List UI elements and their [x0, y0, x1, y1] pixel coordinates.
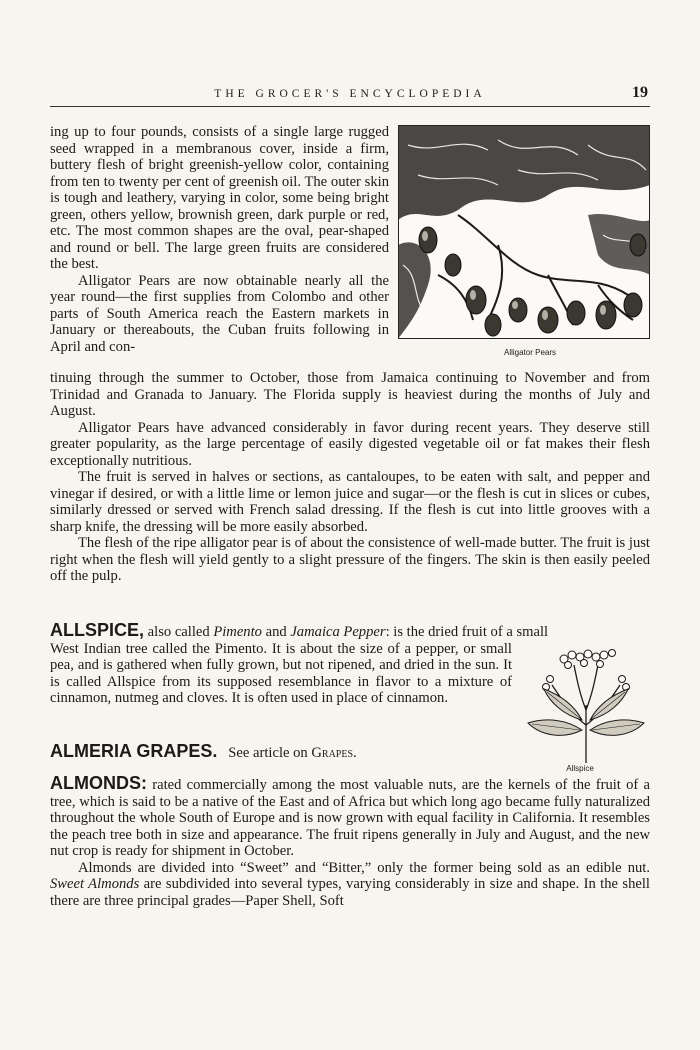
alligator-pear-section-continued: [50, 370, 650, 585]
almonds-paragraph-2-a: Almonds are divided into “Sweet” and “Bitter,” only the former being sold as an edible nut.: [78, 859, 650, 876]
allspice-also-called: also called: [144, 624, 214, 640]
almonds-paragraph-2-b: are subdivided into several types, varying considerably in size and shape. In the shell there are three principal grades—Paper Shell, Soft: [50, 876, 650, 909]
alligator-paragraph-4: The fruit is served in halves or sections, as cantaloupes, to be eaten with salt, and pepper and vinegar if desired, or with a little lime or lemon juice and sugar—or the flesh is cut in slices or cubes, similarly dressed or served with French salad dressing. If the flesh is cut into little grooves with a sharp knife, the dressing will be more easily absorbed.: [50, 469, 650, 535]
allspice-drawing: [522, 645, 650, 765]
alligator-paragraph-1: ing up to four pounds, consists of a single large rugged seed wrapped in a membranous cover, inside a firm, buttery flesh of bright greenish-yellow color, containing from ten to twenty per cent of greenish oil. The outer skin is tough and leathery, varying in color, some being bright green, others yellow, brownish green, dark purple or red, etc. The most common shapes are the oval, pear-shaped and round or bell. The large green fruits are considered the best.: [50, 124, 389, 272]
allspice-first-line-rest: : is the dried fruit of a small: [385, 624, 549, 640]
almeria-text: See article on: [228, 745, 312, 761]
allspice-illustration: [522, 645, 650, 765]
alligator-paragraph-5: The flesh of the ripe alligator pear is of about the consistence of well-made butter. The fruit is just right when the flesh will yield gently to a slight pressure of the fingers. The skin is then easily peeled off the pulp.: [50, 535, 650, 584]
almonds-sweet-almonds: Sweet Almonds: [50, 876, 140, 892]
almonds-paragraph-1: [50, 775, 650, 860]
alligator-paragraph-2-rest: tinuing through the summer to October, those from Jamaica continuing to November and from Trinidad and Granada to January. The Florida supply is heaviest during the months of July and August.: [50, 370, 650, 419]
allspice-and: and: [261, 624, 291, 640]
allspice-caption: Allspice: [566, 764, 594, 773]
alligator-paragraph-3: Alligator Pears have advanced considerably in favor during recent years. They deserve still greater popularity, as the large percentage of easily digested vegetable oil or fat makes their flesh exceptionally nutritious.: [50, 419, 650, 469]
page-number: 19: [632, 84, 648, 101]
allspice-body: West Indian tree called the Pimento. It is about the size of a pepper, or small pea, and is gathered when fully grown, but not ripened, and dried in the sun. It is called Allspice from its supposed resemblance in flavor to a mixture of cinnamon, nutmeg and cloves. It is often used in place of cinnamon.: [50, 640, 512, 706]
almonds-paragraph-2: [50, 860, 650, 910]
allspice-first-line: [50, 622, 650, 641]
allspice-heading: ALLSPICE,: [50, 620, 145, 640]
header-title: THE GROCER'S ENCYCLOPEDIA: [214, 88, 486, 100]
running-header: [50, 84, 650, 107]
allspice-alt-name-2: Jamaica Pepper: [290, 624, 386, 640]
almonds-paragraph-1-text: rated commercially among the most valuable nuts, are the kernels of the fruit of a tree, which is said to be a native of the East and of Africa but which long ago became fully naturalized throughout the whole South of Europe and is now grown with equal facility in California. It resembles the peach tree both in size and appearance. The fruit ripens generally in July and August, and the new nut crop is ready for shipment in October.: [50, 777, 650, 859]
almeria-grapes-entry: [50, 741, 510, 762]
almonds-entry: [50, 775, 650, 909]
allspice-alt-name-1: Pimento: [213, 624, 262, 640]
almonds-heading: ALMONDS:: [50, 773, 147, 793]
alligator-pear-section: [50, 124, 389, 355]
alligator-pears-caption: Alligator Pears: [503, 348, 557, 357]
alligator-pears-drawing: [398, 125, 650, 339]
alligator-paragraph-2-top: Alligator Pears are now obtainable nearly all the year round—the first supplies from Colombo and other parts of South America reach the Eastern markets in January or thereabouts, the Cuban fruits following in April and con-: [50, 272, 389, 355]
alligator-pears-illustration: [398, 125, 650, 339]
almeria-heading: ALMERIA GRAPES.: [50, 741, 218, 761]
almeria-cross-reference: Grapes.: [311, 745, 357, 761]
